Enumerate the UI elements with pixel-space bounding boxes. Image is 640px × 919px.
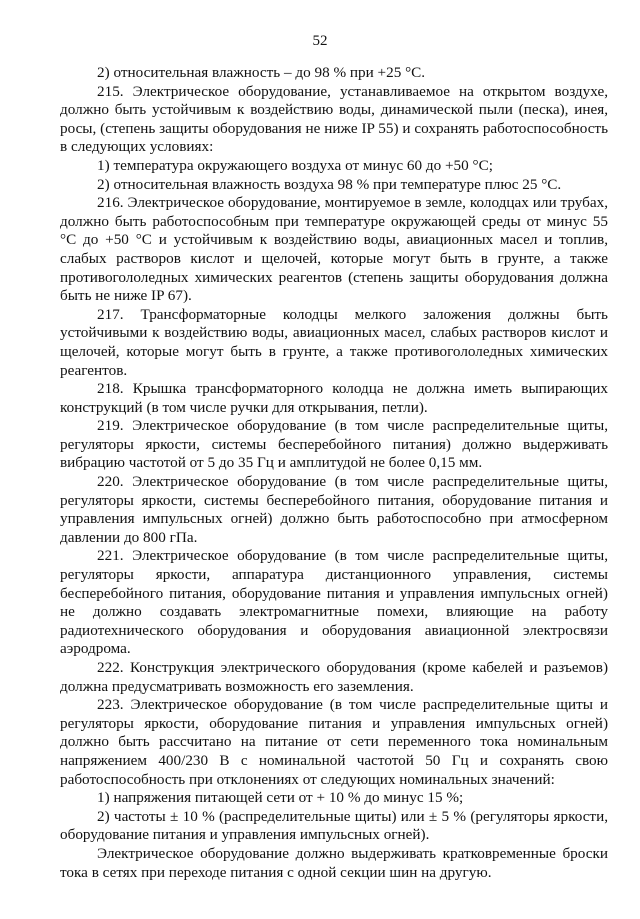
paragraph-223: 223. Электрическое оборудование (в том числе распределительные щиты и регуляторы яркости, оборудование питания и управления импульсных огней) должно быть рассчитано на питание от сети переменного тока номинальным напряжением 400/230 В с номинальной частотой 50 Гц и сохранять свою работоспособность при отклонениях от следующих номинальных значений: xyxy=(60,696,608,788)
paragraph-219: 219. Электрическое оборудование (в том числе распределительные щиты, регуляторы яркости, системы бесперебойного питания) должно выдерживать вибрацию частотой от 5 до 35 Гц и амплитудой не более 0,15 мм. xyxy=(60,417,608,472)
paragraph-222: 222. Конструкция электрического оборудования (кроме кабелей и разъемов) должна предусматривать возможность его заземления. xyxy=(60,659,608,695)
page-number: 52 xyxy=(312,33,328,49)
list-item: 2) частоты ± 10 % (распределительные щиты) или ± 5 % (регуляторы яркости, оборудование питания и управления импульсных огней). xyxy=(60,807,608,844)
paragraph-221: 221. Электрическое оборудование (в том числе распределительные щиты, регуляторы яркости, аппаратура дистанционного управления, системы бесперебойного питания, оборудование питания и управления импульсных огней) не должно создавать электромагнитные помехи, влияющие на работу радиотехнического оборудования и оборудования авиационной электросвязи аэродрома. xyxy=(60,547,608,658)
paragraph-216: 216. Электрическое оборудование, монтируемое в земле, колодцах или трубах, должно быть работоспособным при температуре окружающей среды от минус 55 °С до +50 °С и устойчивым к воздействию воды, авиационных масел и топлив, слабых растворов кислот и щелочей, которые могут быть в грунте, а также противогололедных химических реагентов (степень защиты оборудования должна быть не ниже IP 67). xyxy=(60,194,608,305)
list-item: 2) относительная влажность воздуха 98 % при температуре плюс 25 °С. xyxy=(97,175,562,193)
closing-paragraph: Электрическое оборудование должно выдерживать кратковременные броски тока в сетях при переходе питания с одной секции шин на другую. xyxy=(60,844,608,881)
paragraph-218: 218. Крышка трансформаторного колодца не должна иметь выпирающих конструкций (в том числе ручки для открывания, петли). xyxy=(60,380,608,416)
paragraph-217: 217. Трансформаторные колодцы мелкого заложения должны быть устойчивыми к воздействию воды, авиационных масел, слабых растворов кислот и щелочей, которые могут быть в грунте, а также противогололедных химических реагентов. xyxy=(60,305,608,379)
list-item: 1) напряжения питающей сети от + 10 % до минус 15 %; xyxy=(97,789,464,807)
paragraph-220: 220. Электрическое оборудование (в том числе распределительные щиты, регуляторы яркости, системы бесперебойного питания, оборудование питания и управления импульсных огней) должно быть работоспособно при атмосферном давлении до 800 гПа. xyxy=(60,473,608,546)
list-item: 2) относительная влажность – до 98 % при +25 °С. xyxy=(97,64,426,81)
document-body xyxy=(60,64,608,882)
list-item: 1) температура окружающего воздуха от минус 60 до +50 °С; xyxy=(97,156,493,174)
paragraph-215: 215. Электрическое оборудование, устанавливаемое на открытом воздухе, должно быть устойчивым к воздействию воды, динамической пыли (песка), инея, росы, (степень защиты оборудования не ниже IP 55) и сохранять работоспособность в следующих условиях: xyxy=(60,82,608,156)
